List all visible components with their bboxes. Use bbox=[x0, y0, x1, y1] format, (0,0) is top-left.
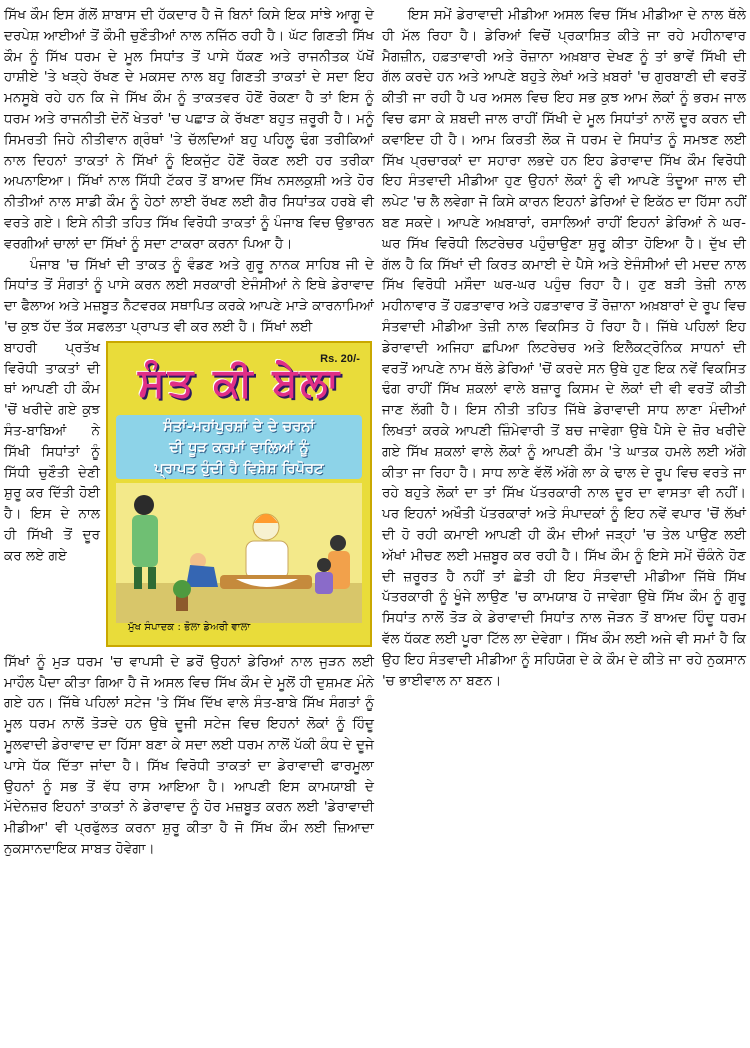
cover-subtitle-line-3: ਪ੍ਰਾਪਤ ਹੁੰਦੀ ਹੈ ਵਿਸ਼ੇਸ਼ ਰਿਪੋਰਟ bbox=[154, 460, 324, 477]
left-column bbox=[4, 6, 374, 861]
right-column bbox=[382, 6, 746, 692]
cover-subtitle bbox=[116, 415, 362, 479]
magazine-cover bbox=[106, 341, 372, 647]
cover-wrap-region bbox=[4, 339, 374, 653]
left-paragraph-2: ਪੰਜਾਬ 'ਚ ਸਿੱਖਾਂ ਦੀ ਤਾਕਤ ਨੂੰ ਵੰਡਣ ਅਤੇ ਗੁਰੂ ਨਾਨਕ ਸਾਹਿਬ ਜੀ ਦੇ ਸਿਧਾਂਤ ਤੋਂ ਸੰਗਤਾਂ ਨੂੰ ਪਾਸੇ ਕਰਨ ਲਈ ਸਰਕਾਰੀ ਏਜੰਸੀਆਂ ਨੇ ਇਥੇ ਡੇਰਾਵਾਦ ਦਾ ਫੈਲਾਅ ਅਤੇ ਮਜ਼ਬੂਤ ਨੈਟਵਰਕ ਸਥਾਪਿਤ ਕਰਕੇ ਆਪਣੇ ਮਾੜੇ ਕਾਰਨਾਮਿਆਂ 'ਚ ਕੁਝ ਹੱਦ ਤੱਕ ਸਫਲਤਾ ਪ੍ਰਾਪਤ ਵੀ ਕਰ ਲਈ ਹੈ। ਸਿੱਖਾਂ ਲਈ bbox=[4, 257, 374, 335]
left-paragraph-1: ਸਿੱਖ ਕੌਮ ਇਸ ਗੱਲੋਂ ਸ਼ਾਬਾਸ ਦੀ ਹੱਕਦਾਰ ਹੈ ਜੋ ਬਿਨਾਂ ਕਿਸੇ ਇਕ ਸਾਂਝੇ ਆਗੂ ਦੇ ਦਰਪੇਸ਼ ਆਈਆਂ ਤੋਂ ਕੌਮੀ ਚੁਣੌਤੀਆਂ ਨਾਲ ਨਜਿੱਠ ਰਹੀ ਹੈ। ਘੱਟ ਗਿਣਤੀ ਸਿੱਖ ਕੌਮ ਨੂੰ ਸਿੱਖ ਧਰਮ ਦੇ ਮੂਲ ਸਿਧਾਂਤ ਤੋਂ ਪਾਸੇ ਧੱਕਣ ਅਤੇ ਰਾਜਨੀਤਕ ਪੱਖੋਂ ਹਾਸ਼ੀਏ 'ਤੇ ਖੜ੍ਹੇ ਰੱਖਣ ਦੇ ਮਕਸਦ ਨਾਲ ਬਹੁ ਗਿਣਤੀ ਤਾਕਤਾਂ ਦੇ ਸਦਾ ਇਹ ਮਨਸੂਬੇ ਰਹੇ ਹਨ ਕਿ ਜੇ ਸਿੱਖ ਕੌਮ ਨੂੰ ਤਾਕਤਵਰ ਹੋਣੋਂ ਰੋਕਣਾ ਹੈ ਤਾਂ ਇਸ ਨੂੰ ਧਰਮ ਅਤੇ ਰਾਜਨੀਤੀ ਦੋਨੋਂ ਖੇਤਰਾਂ 'ਚ ਪਛਾੜ ਕੇ ਰੱਖਣਾ ਬਹੁਤ ਜ਼ਰੂਰੀ ਹੈ। ਮਨੂੰ ਸਿਮਰਤੀ ਜਿਹੇ ਨੀਤੀਵਾਨ ਗ੍ਰੰਥਾਂ 'ਤੇ ਚੱਲਦਿਆਂ ਬਹੁ ਪਹਿਲੂ ਢੰਗ ਤਰੀਕਿਆਂ ਨਾਲ ਦਿਹਨਾਂ ਤਾਕਤਾਂ ਨੇ ਸਿੱਖਾਂ ਨੂੰ ਇਕਜੁੱਟ ਹੋਣੋਂ ਰੋਕਣ ਲਈ ਹਰ ਤਰੀਕਾ ਅਪਨਾਇਆ। ਸਿੱਖਾਂ ਨਾਲ ਸਿੱਧੀ ਟੱਕਰ ਤੋਂ ਬਾਅਦ ਸਿੱਖ ਨਸਲਕੁਸ਼ੀ ਅਤੇ ਹੋਰ ਨੀਤੀਆਂ ਨਾਲ ਸਾਡੀ ਕੌਮ ਨੂੰ ਹੇਠਾਂ ਲਾਈ ਰੱਖਣ ਲਈ ਗੈਰ ਸਿਧਾਂਤਕ ਹਰਬੇ ਵੀ ਵਰਤੇ ਗਏ। ਇਸੇ ਨੀਤੀ ਤਹਿਤ ਸਿੱਖ ਵਿਰੋਧੀ ਤਾਕਤਾਂ ਨੂੰ ਪੰਜਾਬ ਵਿਚ ਉਭਾਰਨ ਵਰਗੀਆਂ ਚਾਲਾਂ ਦਾ ਸਿੱਖਾਂ ਨੂੰ ਸਦਾ ਟਾਕਰਾ ਕਰਨਾ ਪਿਆ ਹੈ। bbox=[4, 8, 374, 252]
left-paragraph-3: ਸਿੱਖਾਂ ਨੂੰ ਮੁੜ ਧਰਮ 'ਚ ਵਾਪਸੀ ਦੇ ਡਰੋਂ ਉਹਨਾਂ ਡੇਰਿਆਂ ਨਾਲ ਜੁੜਨ ਲਈ ਮਾਹੌਲ ਪੈਦਾ ਕੀਤਾ ਗਿਆ ਹੈ ਜੋ ਅਸਲ ਵਿਚ ਸਿੱਖ ਕੌਮ ਦੇ ਮੂਲੋਂ ਹੀ ਦੁਸ਼ਮਣ ਮੰਨੇ ਗਏ ਹਨ। ਜਿੱਥੇ ਪਹਿਲਾਂ ਸਟੇਜ 'ਤੇ ਸਿੱਖ ਦਿੱਖ ਵਾਲੇ ਸੰਤ-ਬਾਬੇ ਸਿੱਖ ਸੰਗਤਾਂ ਨੂੰ ਮੂਲ ਧਰਮ ਨਾਲੋਂ ਤੋੜਦੇ ਹਨ ਉਥੇ ਦੂਜੀ ਸਟੇਜ ਵਿਚ ਇਹਨਾਂ ਲੋਕਾਂ ਨੂੰ ਹਿੰਦੂ ਮੂਲਵਾਦੀ ਡੇਰਾਵਾਦ ਦਾ ਹਿੱਸਾ ਬਣਾ ਕੇ ਸਦਾ ਲਈ ਧਰਮ ਨਾਲੋਂ ਪੱਕੀ ਕੰਧ ਦੇ ਦੂਜੇ ਪਾਸੇ ਧੱਕ ਦਿੱਤਾ ਜਾਂਦਾ ਹੈ। ਸਿੱਖ ਵਿਰੋਧੀ ਤਾਕਤਾਂ ਦਾ ਡੇਰਾਵਾਦੀ ਫਾਰਮੂਲਾ ਉਹਨਾਂ ਨੂੰ ਸਭ ਤੋਂ ਵੱਧ ਰਾਸ ਆਇਆ ਹੈ। ਆਪਣੀ ਇਸ ਕਾਮਯਾਬੀ ਦੇ ਮੱਦੇਨਜ਼ਰ ਇਹਨਾਂ ਤਾਕਤਾਂ ਨੇ ਡੇਰਾਵਾਦ ਨੂੰ ਹੋਰ ਮਜ਼ਬੂਤ ਕਰਨ ਲਈ 'ਡੇਰਾਵਾਦੀ ਮੀਡੀਆ' ਵੀ ਪ੍ਰਫੁੱਲਤ ਕਰਨਾ ਸ਼ੁਰੂ ਕੀਤਾ ਹੈ ਜੋ ਸਿੱਖ ਕੌਮ ਲਈ ਜ਼ਿਆਦਾ ਨੁਕਸਾਨਦਾਇਕ ਸਾਬਤ ਹੋਵੇਗਾ। bbox=[4, 654, 374, 857]
right-paragraph-1: ਇਸ ਸਮੇਂ ਡੇਰਾਵਾਦੀ ਮੀਡੀਆ ਅਸਲ ਵਿਚ ਸਿੱਖ ਮੀਡੀਆ ਦੇ ਨਾਲ ਥੱਲੇ ਹੀ ਮੱਲ ਰਿਹਾ ਹੈ। ਡੇਰਿਆਂ ਵਿਚੋਂ ਪ੍ਰਕਾਸ਼ਿਤ ਕੀਤੇ ਜਾ ਰਹੇ ਮਹੀਨਾਵਾਰ ਮੈਗਜ਼ੀਨ, ਹਫ਼ਤਾਵਾਰੀ ਅਤੇ ਰੋਜ਼ਾਨਾ ਅਖ਼ਬਾਰ ਦੇਖਣ ਨੂੰ ਤਾਂ ਭਾਵੇਂ ਸਿੱਖੀ ਦੀ ਗੱਲ ਕਰਦੇ ਹਨ ਅਤੇ ਆਪਣੇ ਬਹੁਤੇ ਲੇਖਾਂ ਅਤੇ ਖ਼ਬਰਾਂ 'ਚ ਗੁਰਬਾਣੀ ਦੀ ਵਰਤੋਂ ਕੀਤੀ ਜਾ ਰਹੀ ਹੈ ਪਰ ਅਸਲ ਵਿਚ ਇਹ ਸਭ ਕੁਝ ਆਮ ਲੋਕਾਂ ਨੂੰ ਭਰਮ ਜਾਲ ਵਿਚ ਫਸਾ ਕੇ ਸ਼ਬਦੀ ਜਾਲ ਰਾਹੀਂ ਸਿੱਖੀ ਦੇ ਮੂਲ ਸਿਧਾਂਤਾਂ ਨਾਲੋਂ ਦੂਰ ਕਰਨ ਦੀ ਕਵਾਇਦ ਹੀ ਹੈ। ਆਮ ਕਿਰਤੀ ਲੋਕ ਜੋ ਧਰਮ ਦੇ ਸਿਧਾਂਤ ਨੂੰ ਸਮਝਣ ਲਈ ਸਿੱਖ ਪ੍ਰਚਾਰਕਾਂ ਦਾ ਸਹਾਰਾ ਲਭਦੇ ਹਨ ਇਹ ਡੇਰਾਵਾਦ ਸਿੱਖ ਕੌਮ ਵਿਰੋਧੀ ਇਹ ਸੰਤਵਾਦੀ ਮੀਡੀਆ ਹੁਣ ਉਹਨਾਂ ਲੋਕਾਂ ਨੂੰ ਵੀ ਆਪਣੇ ਤੰਦੂਆ ਜਾਲ ਦੀ ਲਪੇਟ 'ਚ ਲੈ ਲਵੇਗਾ ਜੋ ਕਿਸੇ ਕਾਰਨ ਇਹਨਾਂ ਡੇਰਿਆਂ ਦੇ ਇਕੱਠ ਦਾ ਹਿੱਸਾ ਨਹੀਂ ਬਣ ਸਕਦੇ। ਆਪਣੇ ਅਖ਼ਬਾਰਾਂ, ਰਸਾਲਿਆਂ ਰਾਹੀਂ ਇਹਨਾਂ ਡੇਰਿਆਂ ਨੇ ਘਰ-ਘਰ ਸਿੱਖ ਵਿਰੋਧੀ ਲਿਟਰੇਚਰ ਪਹੁੰਚਾਉਣਾ ਸ਼ੁਰੂ ਕੀਤਾ ਹੋਇਆ ਹੈ। ਦੁੱਖ ਦੀ ਗੱਲ ਹੈ ਕਿ ਸਿੱਖਾਂ ਦੀ ਕਿਰਤ ਕਮਾਈ ਦੇ ਪੈਸੇ ਅਤੇ ਏਜੰਸੀਆਂ ਦੀ ਮਦਦ ਨਾਲ ਸਿੱਖ ਵਿਰੋਧੀ ਮਸੌਦਾ ਘਰ-ਘਰ ਪਹੁੰਚ ਰਿਹਾ ਹੈ। ਹੁਣ ਬੜੀ ਤੇਜ਼ੀ ਨਾਲ ਮਹੀਨਾਵਾਰ ਤੋਂ ਹਫ਼ਤਾਵਾਰ ਅਤੇ ਹਫ਼ਤਾਵਾਰ ਤੋਂ ਰੋਜ਼ਾਨਾ ਅਖ਼ਬਾਰਾਂ ਦੇ ਰੂਪ ਵਿਚ ਸੰਤਵਾਦੀ ਮੀਡੀਆ ਤੇਜ਼ੀ ਨਾਲ ਵਿਕਸਿਤ ਹੋ ਰਿਹਾ ਹੈ। ਜਿੱਥੇ ਪਹਿਲਾਂ ਇਹ ਡੇਰਾਵਾਦੀ ਅਜਿਹਾ ਛਪਿਆ ਲਿਟਰੇਚਰ ਅਤੇ ਇਲੈਕਟ੍ਰੋਨਿਕ ਸਾਧਨਾਂ ਦੀ ਵਰਤੋਂ ਆਪਣੇ ਨਾਮ ਥੱਲੇ ਡੇਰਿਆਂ 'ਚੋਂ ਕਰਦੇ ਸਨ ਉਥੇ ਹੁਣ ਇਕ ਨਵੇਂ ਵਿਕਸਿਤ ਢੰਗ ਰਾਹੀਂ ਸਿੱਖ ਸ਼ਕਲਾਂ ਵਾਲੇ ਬਜ਼ਾਰੂ ਕਿਸਮ ਦੇ ਲੋਕਾਂ ਦੀ ਵੀ ਵਰਤੋਂ ਕੀਤੀ ਜਾਣ ਲੱਗੀ ਹੈ। ਇਸ ਨੀਤੀ ਤਹਿਤ ਜਿੱਥੇ ਡੇਰਾਵਾਦੀ ਸਾਧ ਲਾਣਾ ਮੰਦੀਆਂ ਲਿਖਤਾਂ ਕਰਕੇ ਆਪਣੀ ਜ਼ਿੰਮੇਵਾਰੀ ਤੋਂ ਬਚ ਜਾਵੇਗਾ ਉਥੇ ਪੈਸੇ ਦੇ ਜ਼ੋਰ ਖਰੀਦੇ ਗਏ ਸਿੱਖ ਸ਼ਕਲਾਂ ਵਾਲੇ ਲੋਕਾਂ ਨੂੰ ਆਪਣੀ ਕੌਮ 'ਤੇ ਘਾਤਕ ਹਮਲੇ ਲਈ ਅੱਗੇ ਕੀਤਾ ਜਾ ਰਿਹਾ ਹੈ। ਸਾਧ ਲਾਣੇ ਵੱਲੋਂ ਅੱਗੇ ਲਾ ਕੇ ਢਾਲ ਦੇ ਰੂਪ ਵਿਚ ਵਰਤੇ ਜਾ ਰਹੇ ਬਹੁਤੇ ਲੋਕਾਂ ਦਾ ਤਾਂ ਸਿੱਖ ਪੱਤਰਕਾਰੀ ਨਾਲ ਦੂਰ ਦਾ ਵਾਸਤਾ ਵੀ ਨਹੀਂ। ਪਰ ਇਹਨਾਂ ਅਖੌਤੀ ਪੱਤਰਕਾਰਾਂ ਅਤੇ ਸੰਪਾਦਕਾਂ ਨੂੰ ਇਹ ਨਵੇਂ ਵਪਾਰ 'ਚੋਂ ਲੱਖਾਂ ਦੀ ਹੋ ਰਹੀ ਕਮਾਈ ਆਪਣੀ ਹੀ ਕੌਮ ਦੀਆਂ ਜੜ੍ਹਾਂ 'ਚ ਤੇਲ ਪਾਉਣ ਲਈ ਅੱਖਾਂ ਮੀਚਣ ਲਈ ਮਜ਼ਬੂਰ ਕਰ ਰਹੀ ਹੈ। ਸਿੱਖ ਕੌਮ ਨੂੰ ਇਸੇ ਸਮੇਂ ਚੌਕੰਨੇ ਹੋਣ ਦੀ ਜ਼ਰੂਰਤ ਹੈ ਨਹੀਂ ਤਾਂ ਛੇਤੀ ਹੀ ਇਹ ਸੰਤਵਾਦੀ ਮੀਡੀਆ ਜਿੱਥੇ ਸਿੱਖ ਪੱਤਰਕਾਰੀ ਨੂੰ ਖੂੰਜੇ ਲਾਉਣ 'ਚ ਕਾਮਯਾਬ ਹੋ ਜਾਵੇਗਾ ਉਥੇ ਸਿੱਖ ਕੌਮ ਨੂੰ ਗੁਰੂ ਸਿਧਾਂਤ ਨਾਲੋਂ ਤੋੜ ਕੇ ਡੇਰਾਵਾਦੀ ਸਿਧਾਂਤ ਨਾਲ ਜੋੜਨ ਤੋਂ ਬਾਅਦ ਹਿੰਦੂ ਧਰਮ ਵੱਲ ਧੱਕਣ ਲਈ ਪੂਰਾ ਟਿੱਲ ਲਾ ਦੇਵੇਗਾ। ਸਿੱਖ ਕੌਮ ਲਈ ਅਜੇ ਵੀ ਸਮਾਂ ਹੈ ਕਿ ਉਹ ਇਹ ਸੰਤਵਾਦੀ ਮੀਡੀਆ ਨੂੰ ਸਹਿਯੋਗ ਦੇ ਕੇ ਕੌਮ ਦੇ ਕੀਤੇ ਜਾ ਰਹੇ ਨੁਕਸਾਨ 'ਚ ਭਾਈਵਾਲ ਨਾ ਬਣਨ। bbox=[382, 8, 746, 689]
left-wrap-text: ਬਾਹਰੀ ਪ੍ਰਤੱਖ ਵਿਰੋਧੀ ਤਾਕਤਾਂ ਦੀ ਥਾਂ ਆਪਣੀ ਹੀ ਕੌਮ 'ਚੋਂ ਖਰੀਦੇ ਗਏ ਕੁਝ ਸੰਤ-ਬਾਬਿਆਂ ਨੇ ਸਿੱਖੀ ਸਿਧਾਂਤਾਂ ਨੂੰ ਸਿੱਧੀ ਚੁਣੌਤੀ ਦੇਣੀ ਸ਼ੁਰੂ ਕਰ ਦਿੱਤੀ ਹੋਈ ਹੈ। ਇਸ ਦੇ ਨਾਲ ਹੀ ਸਿੱਖੀ ਤੋਂ ਦੂਰ ਕਰ ਲਏ ਗਏ bbox=[4, 340, 100, 564]
cover-price: Rs. 20/- bbox=[320, 352, 360, 365]
cover-subtitle-line-2: ਦੀ ਧੂੜ ਕਰਮਾਂ ਵਾਲਿਆਂ ਨੂੰ bbox=[169, 439, 309, 456]
cover-subtitle-line-1: ਸੰਤਾਂ-ਮਹਾਂਪੁਰਸ਼ਾਂ ਦੇ ਦੇ ਚਰਨਾਂ bbox=[163, 418, 315, 435]
cover-illustration bbox=[116, 483, 362, 623]
cover-title: ਸੰਤ ਕੀ ਬੇਲਾ bbox=[138, 359, 342, 406]
cover-editor-credit: ਮੁੱਖ ਸੰਪਾਦਕ : ਭੋਲਾ ਡੇਅਰੀ ਵਾਲਾ bbox=[128, 621, 251, 633]
